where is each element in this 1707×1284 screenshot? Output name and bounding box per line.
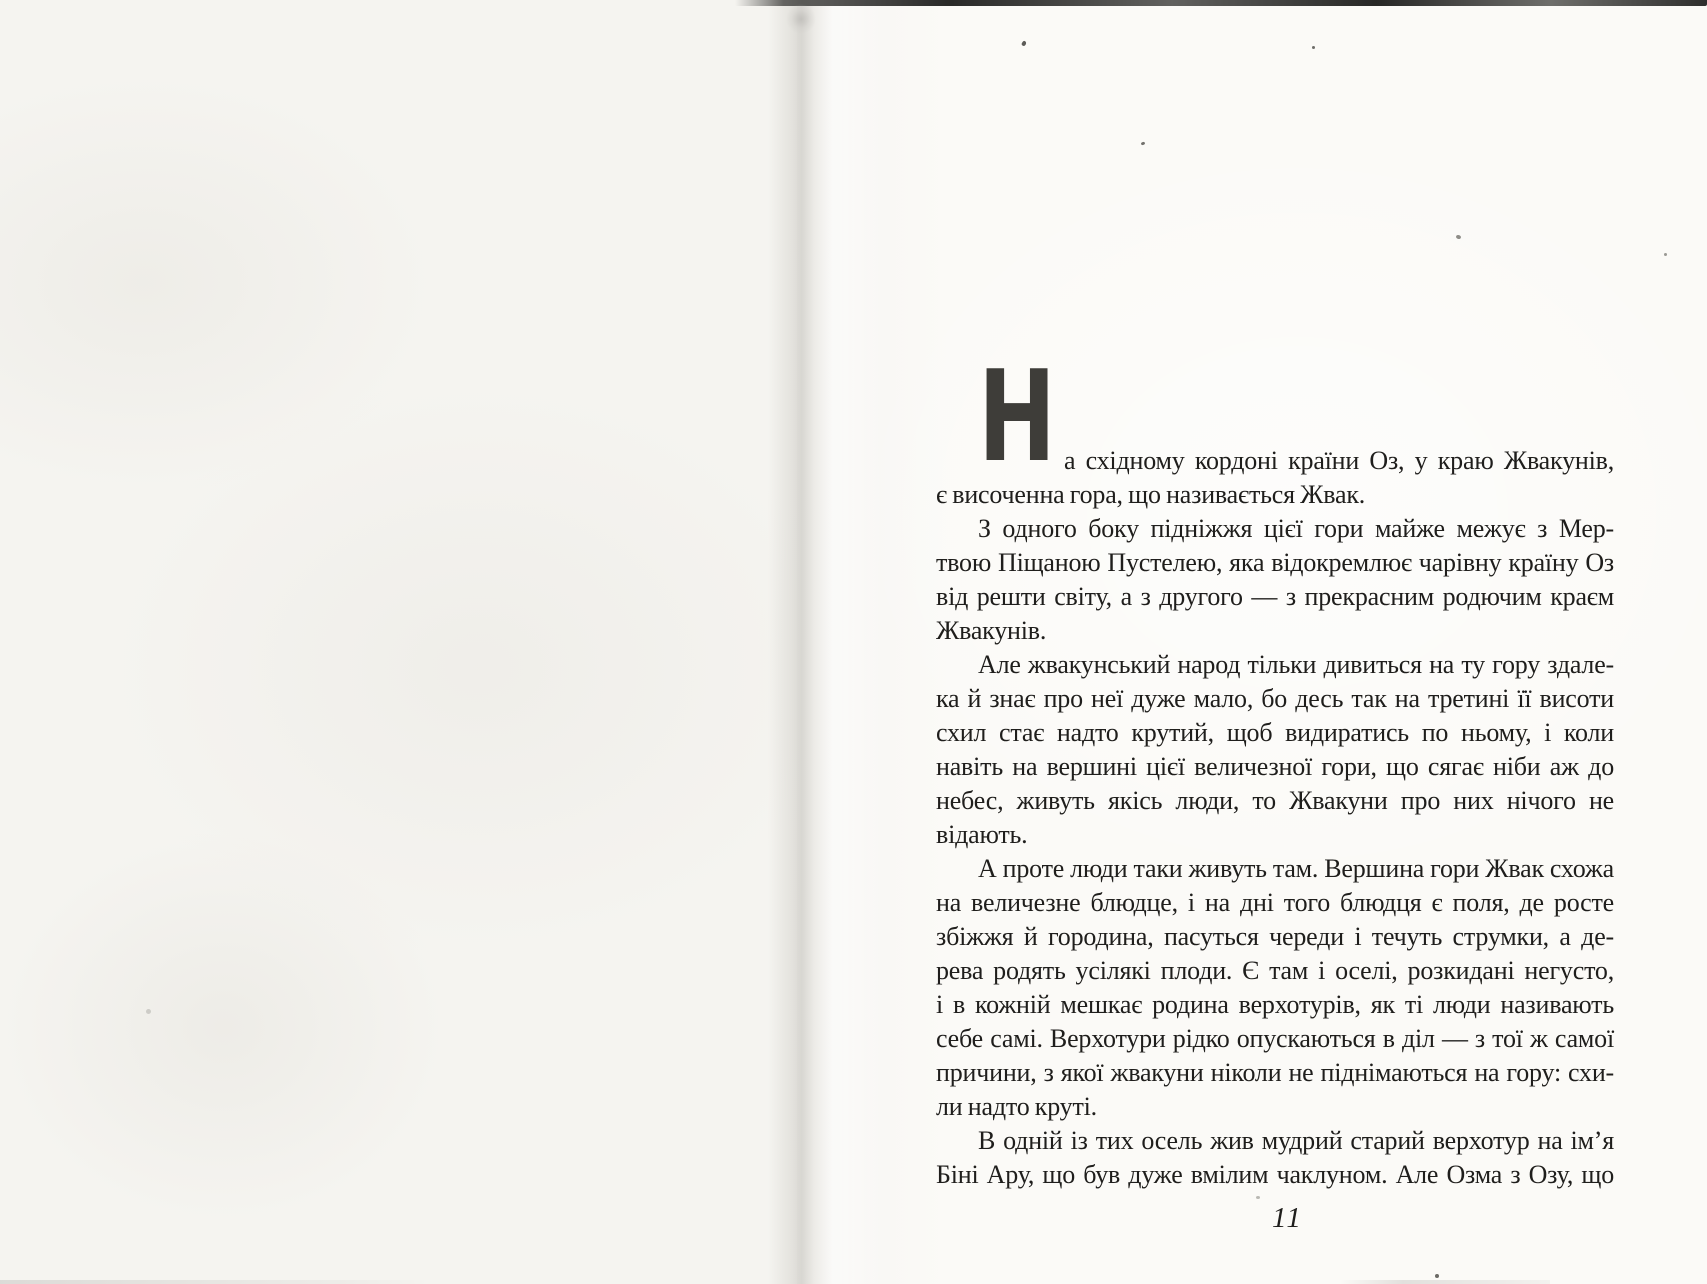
text-line: відають. — [936, 820, 1028, 849]
scan-edge-artifact-top — [735, 0, 1707, 6]
text-line: навіть на вершині цієї величезної гори, що сягає ніби аж до — [936, 752, 1614, 781]
text-line: ли надто круті. — [936, 1092, 1097, 1121]
scan-edge-artifact-bottom — [1340, 1280, 1550, 1284]
page-number: 11 — [1272, 1202, 1303, 1234]
dropcap-letter: Н — [978, 343, 1057, 490]
text-line: і в кожній мешкає родина верхотурів, як ті люди називають — [936, 990, 1614, 1019]
scan-speck — [1435, 1274, 1439, 1278]
text-line: себе самі. Верхотури рідко опускаються в діл — з тої ж самої — [936, 1024, 1614, 1053]
left-page-blank — [0, 0, 797, 1284]
scan-speck — [1256, 1196, 1260, 1199]
text-line: рева родять усілякі плоди. Є там і оселі, розкидані негусто, — [936, 956, 1614, 985]
scan-speck — [146, 1009, 151, 1014]
scan-speck — [1664, 253, 1667, 256]
text-line: ка й знає про неї дуже мало, бо десь так на третині її висоти — [936, 684, 1614, 713]
text-line: Біні Ару, що був дуже вмілим чаклуном. Але Озма з Озу, що — [936, 1160, 1614, 1189]
text-line: від решти світу, а з другого — з прекрасним родючим краєм — [936, 582, 1614, 611]
text-line: В одній із тих осель жив мудрий старий верхотур на ім’я — [978, 1126, 1614, 1155]
text-line: збіжжя й городина, пасуться череди і течуть струмки, а де- — [936, 922, 1614, 951]
text-line: А проте люди таки живуть там. Вершина гори Жвак схожа — [978, 854, 1614, 883]
text-line: твою Піщаною Пустелею, яка відокремлює чарівну країну Оз — [936, 548, 1614, 577]
scan-speck — [1312, 46, 1315, 49]
scan-smudge — [786, 4, 816, 34]
text-line: небес, живуть якісь люди, то Жвакуни про них нічого не — [936, 786, 1614, 815]
text-line: а східному кордоні країни Оз, у краю Жвакунів, — [1064, 446, 1614, 475]
paragraph-lines — [936, 444, 1614, 1192]
text-line: схил стає надто крутий, щоб видиратись по ньому, і коли — [936, 718, 1614, 747]
text-line: на величезне блюдце, і на дні того блюдця є поля, де росте — [936, 888, 1614, 917]
text-column — [936, 343, 1614, 1192]
text-line: Але жвакунський народ тільки дивиться на ту гору здале- — [978, 650, 1614, 679]
text-line: З одного боку підніжжя цієї гори майже межує з Мер- — [978, 514, 1614, 543]
text-line: Жвакунів. — [936, 616, 1047, 645]
text-line: є височенна гора, що називається Жвак. — [936, 480, 1366, 509]
text-line: причини, з якої жвакуни ніколи не піднімаються на гору: схи- — [936, 1058, 1614, 1087]
book-gutter — [768, 0, 884, 1284]
scan-edge-artifact-bottom — [0, 1280, 430, 1284]
